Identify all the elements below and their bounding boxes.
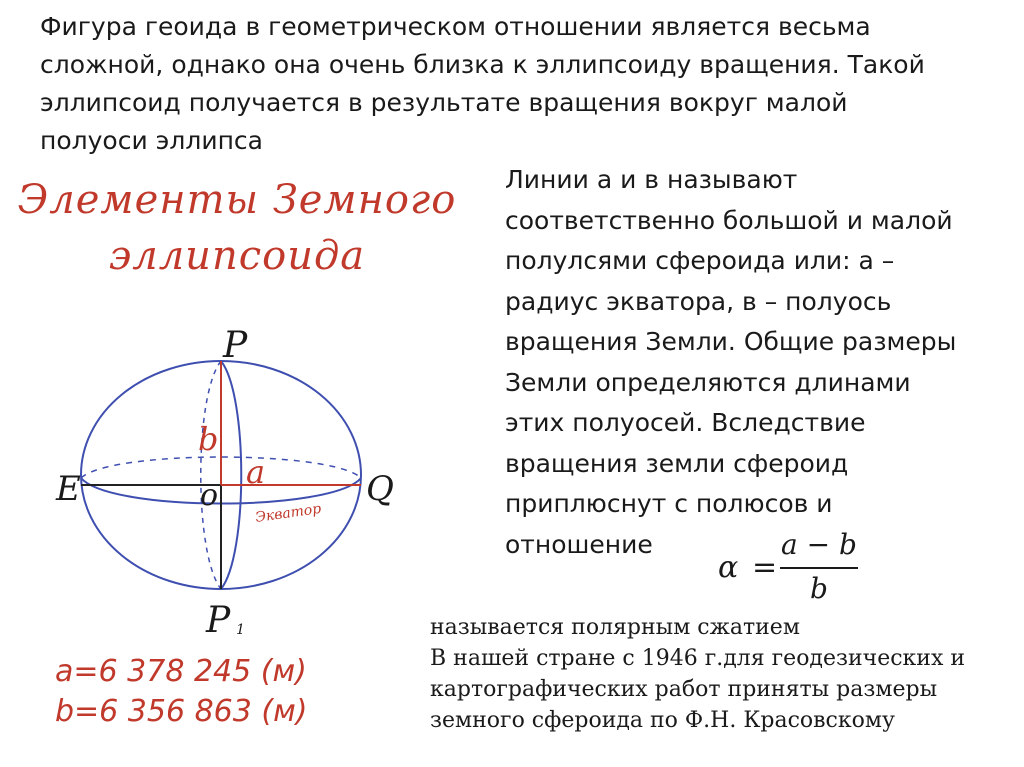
value-a: a=6 378 245 (м) <box>55 654 307 689</box>
meridian-back <box>201 361 221 589</box>
label-pole-bottom-sub: 1 <box>236 622 245 638</box>
ellipsoid-values <box>55 652 415 732</box>
flattening-formula <box>718 528 868 608</box>
label-west: Q <box>366 469 394 509</box>
label-equator: Экватор <box>254 500 323 526</box>
semi-axes-description: Линии а и в называют соответственно большой и малой полулсями сфероида или: а – радиус экватора, в – полуось вращения Земли. Общие размеры Земли определяются длинами этих полуосей. Вследствие вращения земли сфероид приплюснут с полюсов и отношение <box>505 165 957 559</box>
meridian-front <box>221 361 241 589</box>
formula-alpha: α <box>718 550 739 585</box>
label-east: E <box>56 469 81 509</box>
formula-numerator: a − b <box>781 528 857 561</box>
ellipsoid-diagram <box>0 320 430 640</box>
intro-text: Фигура геоида в геометрическом отношении является весьма сложной, однако она очень близка к эллипсоиду вращения. Такой эллипсоид получается в результате вращения вокруг малой полуоси эллипса <box>40 12 925 155</box>
formula-denominator: b <box>810 572 828 605</box>
label-center: o <box>200 478 219 513</box>
flattening-note: называется полярным сжатием В нашей стране с 1946 г.для геодезических и картографических работ приняты размеры земного сфероида по Ф.Н. Красовскому <box>430 615 966 733</box>
formula-equals: = <box>752 550 778 585</box>
fraction-bar <box>780 567 858 569</box>
label-semi-minor: b <box>198 420 219 458</box>
diagram-heading: Элементы Земного эллипсоида <box>17 177 457 279</box>
label-pole-top: P <box>223 325 248 366</box>
label-semi-major: a <box>246 453 266 491</box>
label-pole-bottom: P <box>206 600 231 640</box>
value-b: b=6 356 863 (м) <box>55 694 308 729</box>
